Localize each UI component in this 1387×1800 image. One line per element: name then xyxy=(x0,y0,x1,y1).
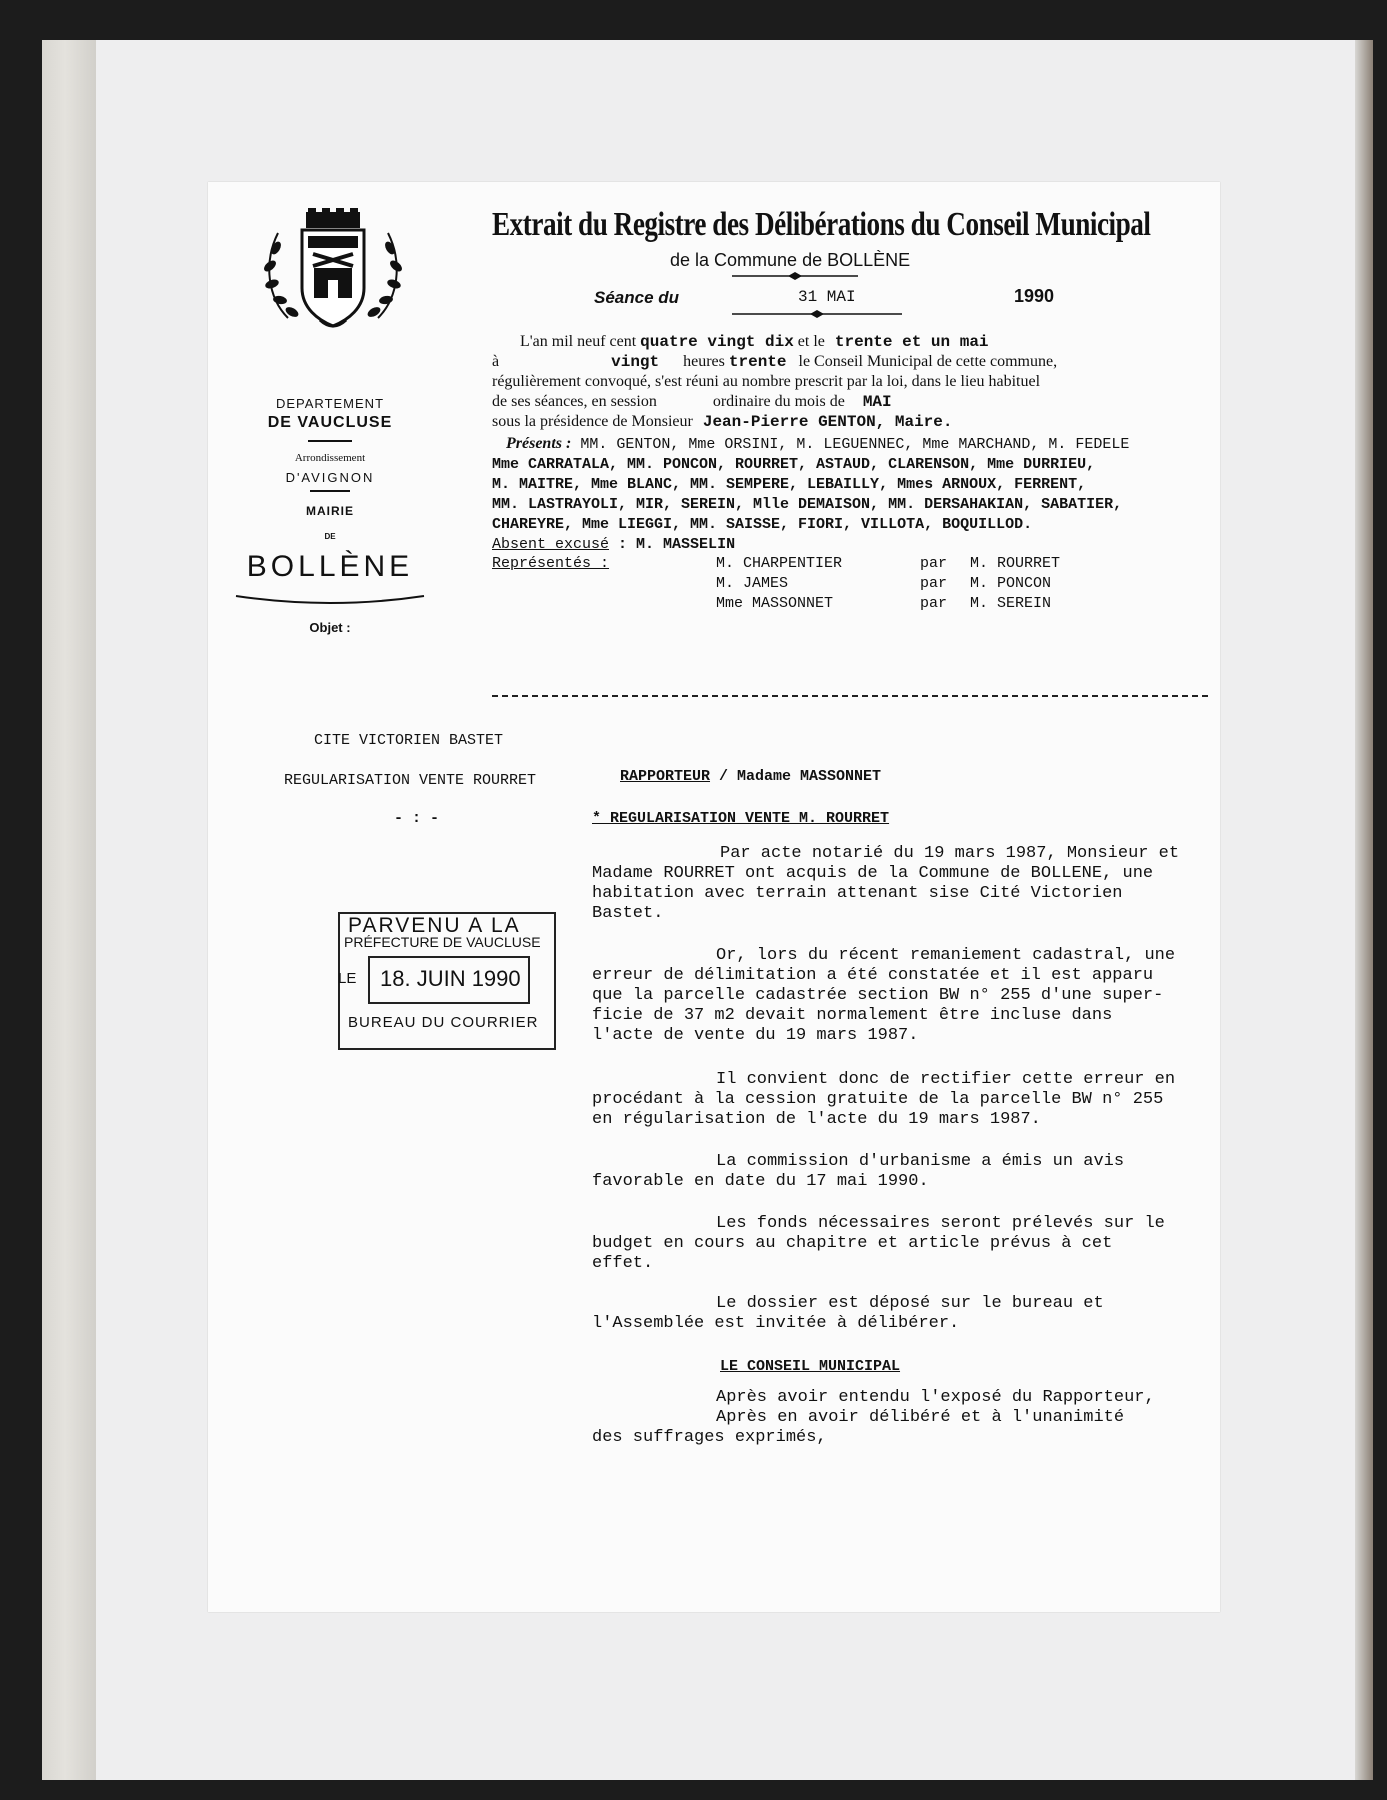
divider xyxy=(310,490,350,492)
text-line: Madame ROURRET ont acquis de la Commune de BOLLENE, une xyxy=(592,864,1154,883)
absent-value: : M. MASSELIN xyxy=(618,536,736,553)
paragraph-4 xyxy=(592,1152,1192,1192)
presents-label: Présents : xyxy=(506,435,572,452)
represented-who: M. JAMES xyxy=(716,575,789,592)
stamp-le: LE xyxy=(338,970,357,987)
preamble-text: heures xyxy=(683,353,725,370)
stamp-line-4: BUREAU DU COURRIER xyxy=(348,1014,539,1031)
preamble-line-1 xyxy=(492,332,1057,352)
represented-label-text: Représentés : xyxy=(492,555,610,572)
text-line: Après en avoir délibéré et à l'unanimité xyxy=(716,1408,1125,1427)
text-line: l'Assemblée est invitée à délibérer. xyxy=(592,1314,960,1333)
paragraph-7 xyxy=(592,1388,1192,1448)
preamble-text: L'an mil neuf cent xyxy=(520,333,637,350)
text-line: Après avoir entendu l'exposé du Rapporteur, xyxy=(716,1388,1155,1407)
seance-date: 31 MAI xyxy=(798,288,856,306)
reception-stamp xyxy=(338,912,556,1050)
conseil-heading: LE CONSEIL MUNICIPAL xyxy=(720,1358,901,1375)
text-line: l'acte de vente du 19 mars 1987. xyxy=(592,1026,919,1045)
paragraph-6 xyxy=(592,1294,1192,1334)
preamble-line-4 xyxy=(492,392,1057,412)
coat-of-arms-logo xyxy=(258,208,408,338)
text-line: La commission d'urbanisme a émis un avis xyxy=(716,1152,1125,1171)
represented-who: Mme MASSONNET xyxy=(716,595,834,612)
binding-edge xyxy=(1355,40,1373,1780)
deliberation-sheet xyxy=(208,182,1220,1612)
text-line: que la parcelle cadastrée section BW n° 255 d'une super- xyxy=(592,986,1164,1005)
page-stack-edge xyxy=(42,40,100,1780)
represented-by: M. SEREIN xyxy=(970,595,1052,612)
preamble-value: vingt xyxy=(611,353,660,371)
text-line: Par acte notarié du 19 mars 1987, Monsieur et xyxy=(720,844,1180,863)
represented-list xyxy=(716,554,1060,614)
presents-names: MM. LASTRAYOLI, MIR, SEREIN, Mlle DEMAISON, MM. DERSAHAKIAN, SABATIER, xyxy=(492,496,1123,513)
preamble-value: trente et un mai xyxy=(834,333,989,351)
rapporteur-value: / Madame MASSONNET xyxy=(719,768,882,785)
attendance-block xyxy=(492,434,1129,555)
text-line: effet. xyxy=(592,1254,654,1273)
objet-line-2: REGULARISATION VENTE ROURRET xyxy=(284,772,537,789)
presents-line xyxy=(492,434,1129,455)
represented-row xyxy=(716,574,1060,594)
text-line: Les fonds nécessaires seront prélevés sur le xyxy=(716,1214,1165,1233)
preamble-text: ordinaire du mois de xyxy=(712,393,845,410)
presents-names: CHAREYRE, Mme LIEGGI, MM. SAISSE, FIORI, VILLOTA, BOQUILLOD. xyxy=(492,516,1033,533)
arrondissement-label: Arrondissement xyxy=(294,452,366,464)
represented-who: M. CHARPENTIER xyxy=(716,555,843,572)
ornament-divider xyxy=(234,594,426,606)
represented-par: par xyxy=(920,575,948,592)
objet-label: Objet : xyxy=(309,620,351,635)
text-line: ficie de 37 m2 devait normalement être incluse dans xyxy=(592,1006,1113,1025)
preamble-text: de ses séances, en session xyxy=(492,393,657,410)
preamble-value: quatre vingt dix xyxy=(640,333,794,351)
represented-by: M. PONCON xyxy=(970,575,1052,592)
ornament-divider xyxy=(732,310,902,318)
preamble-value: Jean-Pierre GENTON, Maire. xyxy=(702,413,953,431)
text-line: favorable en date du 17 mai 1990. xyxy=(592,1172,929,1191)
preamble-line-5 xyxy=(492,412,1057,432)
stamp-date: 18. JUIN 1990 xyxy=(380,966,521,991)
text-line: erreur de délimitation a été constatée et il est apparu xyxy=(592,966,1154,985)
preamble-text: et le xyxy=(797,333,825,350)
preamble-text: à xyxy=(492,353,500,370)
represented-par: par xyxy=(920,595,948,612)
preamble-value: trente xyxy=(728,353,787,371)
objet-line-3: - : - xyxy=(394,810,440,827)
text-line: habitation avec terrain attenant sise Cité Victorien xyxy=(592,884,1123,903)
stamp-date-box xyxy=(368,956,530,1004)
departement-name: DE VAUCLUSE xyxy=(267,414,393,431)
town-name: BOLLÈNE xyxy=(246,550,414,583)
presents-names: MM. GENTON, Mme ORSINI, M. LEGUENNEC, Mme MARCHAND, M. FEDELE xyxy=(580,436,1130,453)
rapporteur-line xyxy=(620,768,881,785)
divider xyxy=(308,440,352,442)
preamble xyxy=(492,332,1057,432)
paragraph-2 xyxy=(592,946,1192,1046)
represented-by: M. ROURRET xyxy=(970,555,1061,572)
represented-row xyxy=(716,554,1060,574)
text-line: Il convient donc de rectifier cette erreur en xyxy=(716,1070,1176,1089)
paragraph-3 xyxy=(592,1070,1192,1130)
absent-label: Absent excusé xyxy=(492,536,610,553)
text-line: Bastet. xyxy=(592,904,664,923)
document-subtitle: de la Commune de BOLLÈNE xyxy=(670,250,911,270)
seance-year: 1990 xyxy=(1014,286,1055,306)
de-label: DE xyxy=(324,532,336,541)
preamble-value: MAI xyxy=(862,393,892,411)
preamble-line-3: régulièrement convoqué, s'est réuni au nombre prescrit par la loi, dans le lieu habituel xyxy=(492,373,1041,390)
objet-line-1: CITE VICTORIEN BASTET xyxy=(314,732,504,749)
arrondissement-name: D'AVIGNON xyxy=(285,470,375,485)
presents-names: M. MAITRE, Mme BLANC, MM. SEMPERE, LEBAILLY, Mmes ARNOUX, FERRENT, xyxy=(492,476,1087,493)
mairie-label: MAIRIE xyxy=(306,504,354,518)
stamp-line-1: PARVENU A LA xyxy=(348,914,521,937)
departement-label: DEPARTEMENT xyxy=(275,396,385,411)
preamble-text: le Conseil Municipal de cette commune, xyxy=(798,353,1058,370)
represented-par: par xyxy=(920,555,948,572)
text-line: des suffrages exprimés, xyxy=(592,1428,827,1447)
seance-label: Séance du xyxy=(594,288,680,307)
text-line: Or, lors du récent remaniement cadastral, une xyxy=(716,946,1176,965)
text-line: budget en cours au chapitre et article prévus à cet xyxy=(592,1234,1113,1253)
represented-row xyxy=(716,594,1060,614)
text-line: en régularisation de l'acte du 19 mars 1987. xyxy=(592,1110,1041,1129)
separator-line xyxy=(492,695,1208,697)
presents-names: Mme CARRATALA, MM. PONCON, ROURRET, ASTAUD, CLARENSON, Mme DURRIEU, xyxy=(492,456,1096,473)
paragraph-5 xyxy=(592,1214,1192,1274)
subject-heading: * REGULARISATION VENTE M. ROURRET xyxy=(592,810,890,827)
ornament-divider xyxy=(732,272,858,280)
text-line: Le dossier est déposé sur le bureau et xyxy=(716,1294,1104,1313)
preamble-line-2 xyxy=(492,352,1057,372)
document-title: Extrait du Registre des Délibérations du Conseil Municipal xyxy=(492,206,1151,243)
rapporteur-label: RAPPORTEUR xyxy=(620,768,711,785)
paragraph-1 xyxy=(592,844,1192,924)
absent-line xyxy=(492,535,1129,555)
text-line: procédant à la cession gratuite de la parcelle BW n° 255 xyxy=(592,1090,1164,1109)
represented-label xyxy=(492,554,609,574)
preamble-text: sous la présidence de Monsieur xyxy=(492,413,693,430)
stamp-line-2: PRÉFECTURE DE VAUCLUSE xyxy=(344,934,541,950)
